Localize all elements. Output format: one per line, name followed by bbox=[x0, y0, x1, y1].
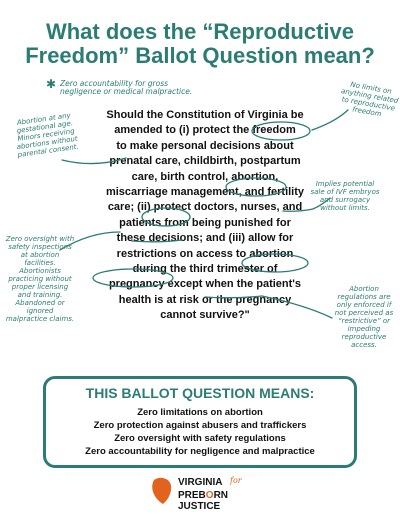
question-line: patients from being punished for bbox=[119, 216, 291, 229]
question-line: prenatal care, childbirth, postpartum bbox=[109, 155, 301, 168]
title-line-1: What does the “Reproductive bbox=[45, 19, 355, 44]
question-line: Should the Constitution of Virginia be bbox=[106, 109, 304, 121]
box-heading: THIS BALLOT QUESTION MEANS: bbox=[85, 385, 315, 401]
question-line: care, birth control, abortion, bbox=[131, 170, 279, 183]
question-line: pregnancy except when the patient's bbox=[108, 278, 302, 291]
logo-sub-accent: O bbox=[205, 490, 214, 501]
logo-preborn-justice bbox=[178, 490, 260, 512]
question-line: care; (ii) protect doctors, nurses, and bbox=[107, 201, 303, 214]
box-line-2: Zero protection against abusers and traffickers bbox=[93, 420, 307, 431]
question-line: during the third trimester of bbox=[132, 263, 278, 276]
box-line-1: Zero limitations on abortion bbox=[137, 407, 263, 418]
note-zero-oversight: Zero oversight with safety inspections at abortion facilities. Abortionists practicing without proper licensing and training. Abandoned or ignored malpractice claims. bbox=[5, 235, 75, 323]
question-line: to make personal decisions about bbox=[116, 139, 294, 152]
question-line: these decisions; and (iii) allow for bbox=[116, 232, 294, 245]
logo-sub-part: RN JUSTICE bbox=[178, 490, 229, 512]
title-line-2: Freedom” Ballot Question mean? bbox=[25, 43, 375, 68]
ballot-meaning-box bbox=[43, 376, 357, 468]
logo-sub-part: PREB bbox=[178, 490, 206, 501]
question-line: miscarriage management, and fertility bbox=[105, 186, 305, 199]
ballot-question-text bbox=[85, 108, 325, 324]
virginia-preborn-justice-logo bbox=[150, 474, 260, 510]
asterisk-icon: ✱ bbox=[46, 77, 57, 91]
logo-for: for bbox=[230, 476, 242, 485]
question-line: amended to (i) protect the freedom bbox=[114, 124, 296, 137]
note-ivf-embryos: Implies potential sale of IVF embryos and surrogacy without limits. bbox=[310, 180, 380, 212]
page-title bbox=[0, 20, 400, 68]
question-line: cannot survive?" bbox=[160, 309, 250, 322]
box-line-3: Zero oversight with safety regulations bbox=[114, 433, 286, 444]
note-gestational-age: Abortion at any gestational age. Minors receiving abortions without parental consent. bbox=[16, 111, 80, 160]
box-line-4: Zero accountability for negligence and malpractice bbox=[85, 446, 315, 457]
note-zero-accountability: Zero accountability for gross negligence or medical malpractice. bbox=[60, 79, 193, 96]
question-line: health is at risk or the pregnancy bbox=[118, 293, 292, 306]
note-regulations: Abortion regulations are only enforced if not perceived as “restrictive” or impeding reproductive access. bbox=[334, 285, 394, 349]
question-line: restrictions on access to abortion bbox=[116, 247, 294, 260]
virginia-state-icon bbox=[150, 476, 174, 506]
logo-virginia: VIRGINIA bbox=[178, 477, 223, 488]
note-no-limits: No limits on anything related to reproductive freedom bbox=[340, 80, 399, 119]
